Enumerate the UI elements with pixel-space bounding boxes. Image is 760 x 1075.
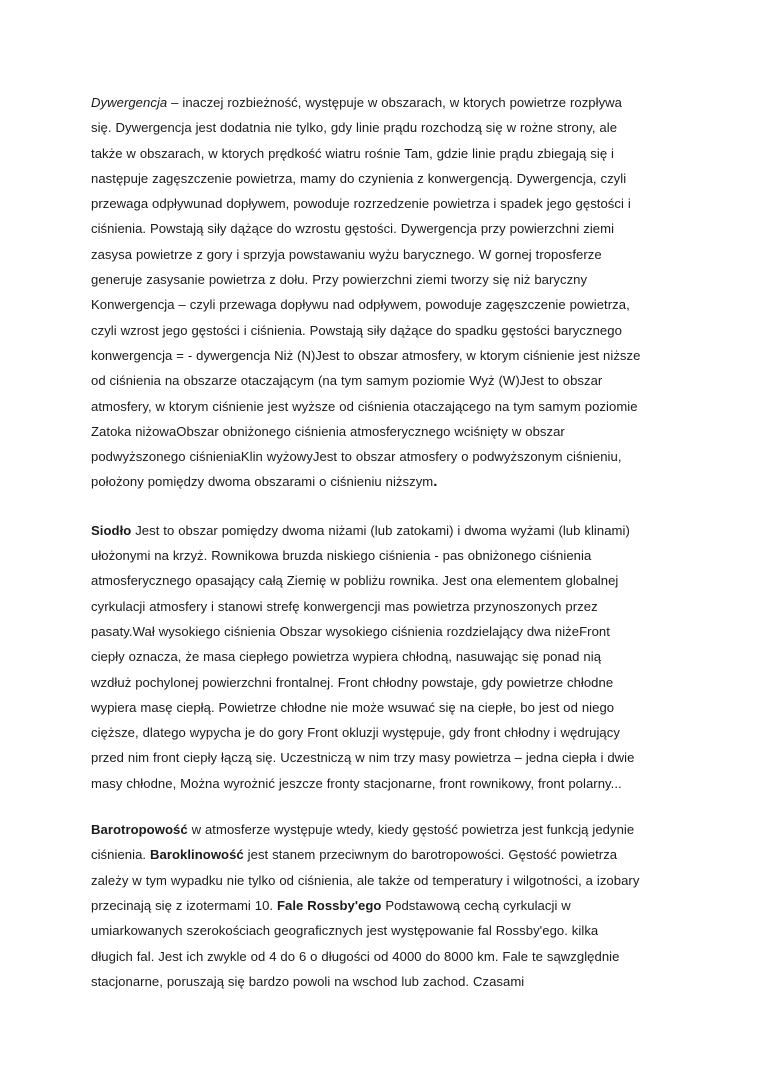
paragraph-barotropowosc-text: w atmosferze występuje wtedy, kiedy gęstość powietrza jest funkcją jedynie ciśnienia.	[91, 822, 635, 863]
paragraph-dywergencja	[91, 90, 642, 495]
term-barotropowosc: Barotropowość	[91, 822, 188, 838]
term-baroklinowosc: Baroklinowość	[149, 847, 244, 863]
paragraph-dywergencja-text: – inaczej rozbieżność, występuje w obszarach, w ktorych powietrze rozpływa się. Dywergencja jest dodatnia nie tylko, gdy linie prądu rozchodzą się w rożne strony, ale także w obszarach, w ktorych prędkość wiatru rośnie Tam, gdzie linie prądu zbiegają się i następuje zagęszczenie powietrza, mamy do czynienia z konwergencją. Dywergencja, czyli przewaga odpływunad dopływem, powoduje rozrzedzenie powietrza i spadek jego gęstości i ciśnienia. Powstają siły dążące do wzrostu gęstości. Dywergencja przy powierzchni ziemi zasysa powietrze z gory i sprzyja powstawaniu wyżu barycznego. W gornej troposferze generuje zasysanie powietrza z dołu. Przy powierzchni ziemi tworzy się niż baryczny Konwergencja – czyli przewaga dopływu nad odpływem, powoduje zagęszczenie powietrza, czyli wzrost jego gęstości i ciśnienia. Powstają siły dążące do spadku gęstości barycznego konwergencja = - dywergencja Niż (N)Jest to obszar atmosfery, w ktorym ciśnienie jest niższe od ciśnienia na obszarze otaczającym (na tym samym poziomie Wyż (W)Jest to obszar atmosfery, w ktorym ciśnienie jest wyższe od ciśnienia otaczającego na tym samym poziomie Zatoka niżowaObszar obniżonego ciśnienia atmosferycznego wciśnięty w obszar podwyższonego ciśnieniaKlin wyżowyJest to obszar atmosfery o podwyższonym ciśnieniu, położony pomiędzy dwoma obszarami o ciśnieniu niższym	[91, 95, 641, 490]
paragraph-baroklinowosc-text: jest stanem przeciwnym do barotropowości. Gęstość powietrza zależy w tym wypadku nie tylko od ciśnienia, ale także od temperatury i wilgotności, a izobary przecinają się z izotermami 10.	[91, 847, 640, 913]
paragraph-fale-rossbyego-text: Podstawową cechą cyrkulacji w umiarkowanych szerokościach geograficznych jest występowanie fal Rossby'ego. kilka długich fal. Jest ich zwykle od 4 do 6 o długości od 4000 do 8000 km. Fale te sąwzględnie stacjonarne, poruszają się bardzo powoli na wschod lub zachod. Czasami	[91, 897, 620, 989]
paragraph-siodlo	[91, 518, 642, 796]
term-fale-rossbyego: Fale Rossby'ego	[276, 897, 382, 913]
paragraph-dywergencja-end: .	[433, 473, 438, 491]
term-dywergencja: Dywergencja	[91, 95, 168, 110]
term-siodlo: Siodło	[91, 522, 132, 538]
paragraph-barotropowosc	[91, 817, 642, 994]
paragraph-siodlo-text: Jest to obszar pomiędzy dwoma niżami (lub zatokami) i dwoma wyżami (lub klinami) ułożonymi na krzyż. Rownikowa bruzda niskiego ciśnienia - pas obniżonego ciśnienia atmosferycznego opasający całą Ziemię w pobliżu rownika. Jest ona elementem globalnej cyrkulacji atmosfery i stanowi strefę konwergencji mas powietrza przynoszonych przez pasaty.Wał wysokiego ciśnienia Obszar wysokiego ciśnienia rozdzielający dwa niżeFront ciepły oznacza, że masa ciepłego powietrza wypiera chłodną, nasuwając się ponad nią wzdłuż pochylonej powierzchni frontalnej. Front chłodny powstaje, gdy powietrze chłodne wypiera masę ciepłą. Powietrze chłodne nie może wsuwać się na ciepłe, bo jest od niego cięższe, dlatego wypycha je do gory Front okluzji występuje, gdy front chłodny i wędrujący przed nim front ciepły łączą się. Uczestniczą w nim trzy masy powietrza – jedna ciepła i dwie masy chłodne, Można wyrożnić jeszcze fronty stacjonarne, front rownikowy, front polarny...	[91, 522, 635, 791]
